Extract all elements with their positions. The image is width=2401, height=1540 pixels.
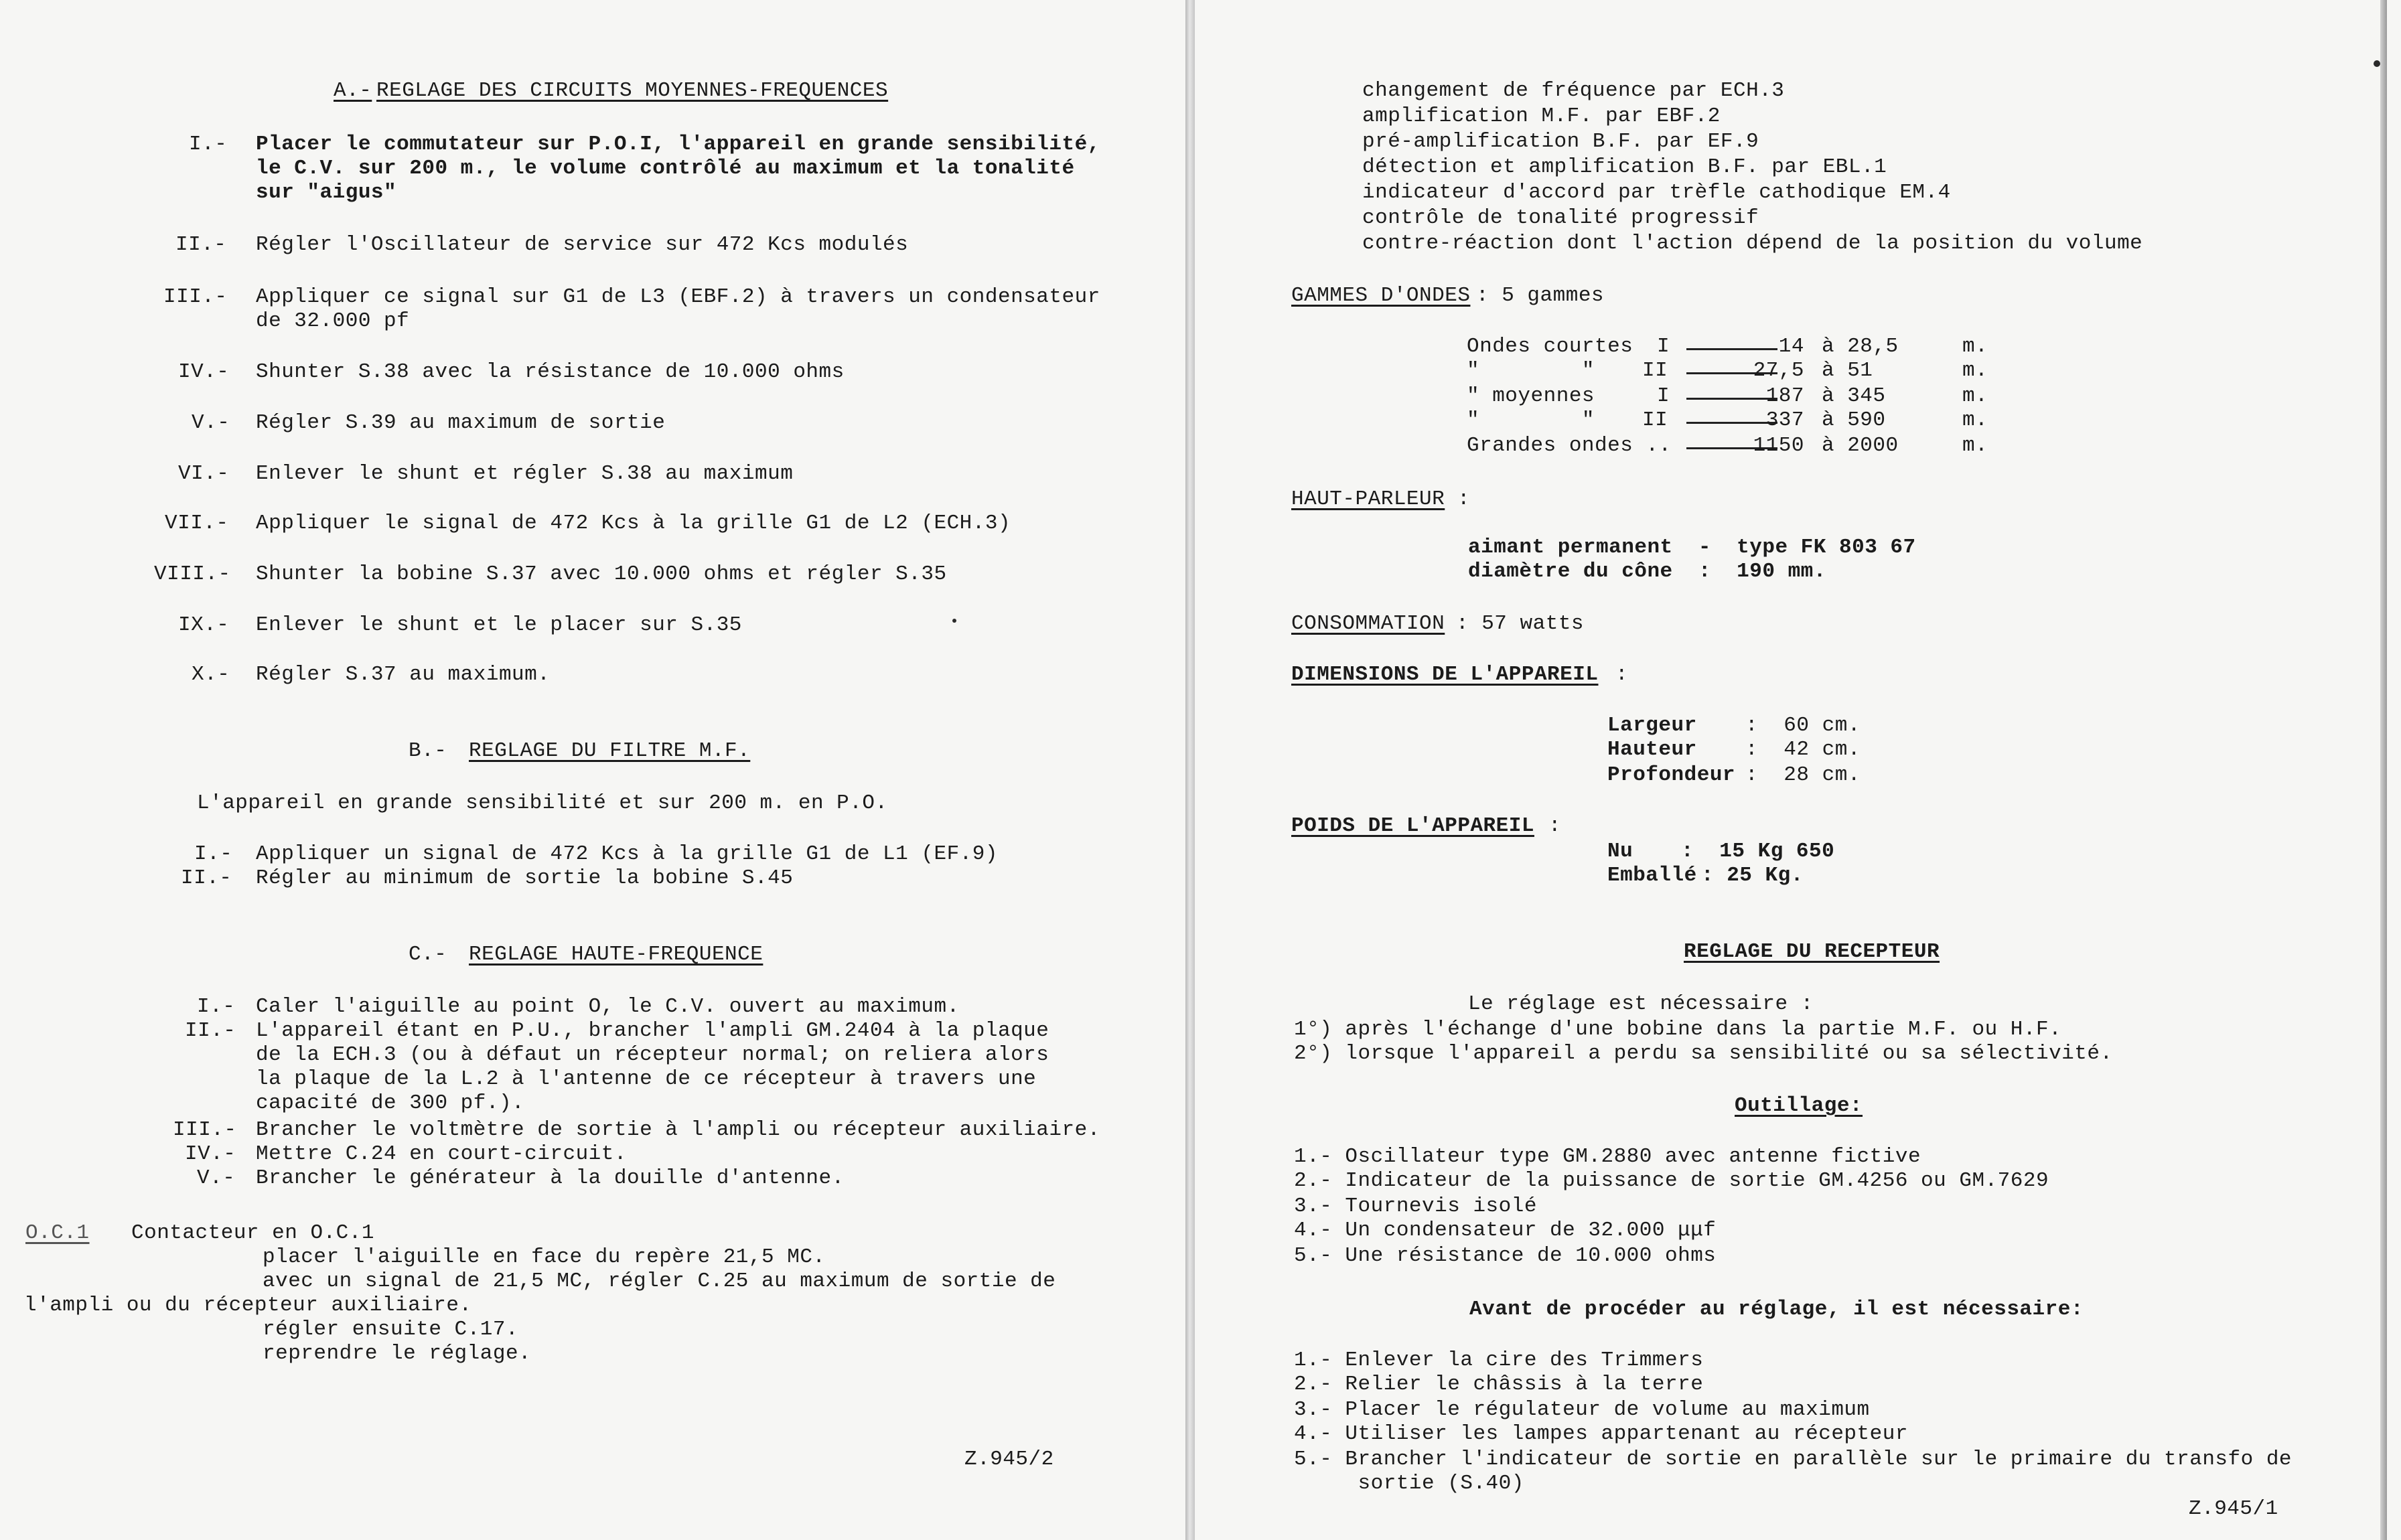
punch-mark bbox=[2374, 60, 2380, 67]
step-line: Shunter la bobine S.37 avec 10.000 ohms et régler S.35 bbox=[256, 562, 947, 586]
reglage-case: 1°) après l'échange d'une bobine dans la partie M.F. ou H.F. bbox=[1294, 1018, 2062, 1041]
step-line: Régler l'Oscillateur de service sur 472 Kcs modulés bbox=[256, 233, 909, 256]
gamme-range: II bbox=[1642, 359, 1668, 382]
step-num: V.- bbox=[197, 1166, 236, 1190]
step-line: Régler S.37 au maximum. bbox=[256, 663, 551, 686]
step-num: IV.- bbox=[185, 1142, 236, 1166]
gamme-name: " moyennes bbox=[1467, 384, 1595, 408]
oc-line: l'ampli ou du récepteur auxiliaire. bbox=[24, 1294, 472, 1317]
gamme-range: I bbox=[1657, 384, 1670, 408]
step-line: Régler S.39 au maximum de sortie bbox=[256, 411, 666, 435]
page-gutter bbox=[1185, 0, 1195, 1540]
consommation-label: CONSOMMATION bbox=[1291, 612, 1445, 635]
consommation-value: : 57 watts bbox=[1456, 612, 1585, 635]
step-line: Placer le commutateur sur P.O.I, l'appareil en grande sensibilité, bbox=[256, 133, 1100, 156]
reglage-case: 2°) lorsque l'appareil a perdu sa sensibilité ou sa sélectivité. bbox=[1294, 1042, 2113, 1065]
feature-line: pré-amplification B.F. par EF.9 bbox=[1362, 130, 1759, 153]
oc-line: régler ensuite C.17. bbox=[263, 1318, 519, 1341]
oc-line: placer l'aiguille en face du repère 21,5 MC. bbox=[263, 1245, 826, 1269]
step-num: II.- bbox=[175, 233, 227, 256]
ink-speck bbox=[952, 619, 956, 623]
outillage-item: 3.- Tournevis isolé bbox=[1294, 1195, 1537, 1218]
outillage-item: 5.- Une résistance de 10.000 ohms bbox=[1294, 1244, 1717, 1267]
section-b-letter: B.- bbox=[409, 739, 447, 763]
oc-line: avec un signal de 21,5 MC, régler C.25 au maximum de sortie de bbox=[263, 1269, 1056, 1293]
poids-key: Nu bbox=[1607, 840, 1633, 863]
gammes-label: GAMMES D'ONDES bbox=[1291, 284, 1471, 307]
poids-value: : 15 Kg 650 bbox=[1681, 840, 1835, 863]
section-a-letter: A.- bbox=[334, 79, 372, 102]
feature-line: contre-réaction dont l'action dépend de la position du volume bbox=[1362, 232, 2143, 255]
reglage-intro: Le réglage est nécessaire : bbox=[1468, 992, 1814, 1016]
step-line: Appliquer un signal de 472 Kcs à la grille G1 de L1 (EF.9) bbox=[256, 842, 998, 866]
gamme-from: 27,5 bbox=[1753, 359, 1804, 382]
step-line: Caler l'aiguille au point O, le C.V. ouvert au maximum. bbox=[256, 995, 960, 1018]
step-line: Mettre C.24 en court-circuit. bbox=[256, 1142, 627, 1166]
step-line: L'appareil étant en P.U., brancher l'ampli GM.2404 à la plaque bbox=[256, 1019, 1049, 1043]
step-num: II.- bbox=[185, 1019, 236, 1043]
poids-label: POIDS DE L'APPAREIL bbox=[1291, 814, 1534, 838]
avant-item: 4.- Utiliser les lampes appartenant au récepteur bbox=[1294, 1422, 1908, 1446]
haut-parleur-label: HAUT-PARLEUR bbox=[1291, 487, 1445, 511]
gamme-to: à 2000 bbox=[1822, 434, 1899, 457]
outillage-item: 1.- Oscillateur type GM.2880 avec antenne fictive bbox=[1294, 1145, 1921, 1168]
step-num: I.- bbox=[197, 995, 236, 1018]
page-ref: Z.945/1 bbox=[2189, 1497, 2278, 1521]
step-line: de la ECH.3 (ou à défaut un récepteur normal; on reliera alors bbox=[256, 1043, 1049, 1067]
page-ref: Z.945/2 bbox=[964, 1448, 1054, 1471]
dimension-value: : 28 cm. bbox=[1745, 763, 1861, 787]
gammes-value: : 5 gammes bbox=[1476, 284, 1605, 307]
gamme-from: 337 bbox=[1765, 408, 1804, 432]
avant-item: 5.- Brancher l'indicateur de sortie en parallèle sur le primaire du transfo de bbox=[1294, 1448, 2293, 1471]
avant-title: Avant de procéder au réglage, il est nécessaire: bbox=[1469, 1298, 2084, 1321]
gamme-unit: m. bbox=[1962, 384, 1988, 408]
step-line: la plaque de la L.2 à l'antenne de ce récepteur à travers une bbox=[256, 1067, 1037, 1091]
gamme-name: " " bbox=[1467, 408, 1595, 432]
gamme-range: I bbox=[1657, 335, 1670, 358]
outillage-item: 4.- Un condensateur de 32.000 μμf bbox=[1294, 1219, 1717, 1242]
gamme-to: à 51 bbox=[1822, 359, 1873, 382]
gamme-from: 14 bbox=[1778, 335, 1804, 358]
step-line: sur "aigus" bbox=[256, 181, 397, 204]
dimension-value: : 60 cm. bbox=[1745, 714, 1861, 737]
gamme-name: " " bbox=[1467, 359, 1595, 382]
step-line: Brancher le voltmètre de sortie à l'ampli ou récepteur auxiliaire. bbox=[256, 1118, 1100, 1142]
gamme-from: 1150 bbox=[1753, 434, 1804, 457]
gamme-unit: m. bbox=[1962, 434, 1988, 457]
haut-parleur-line: diamètre du cône : 190 mm. bbox=[1468, 560, 1826, 583]
feature-line: indicateur d'accord par trèfle cathodique EM.4 bbox=[1362, 181, 1951, 204]
step-line: Appliquer le signal de 472 Kcs à la grille G1 de L2 (ECH.3) bbox=[256, 512, 1011, 535]
step-num: III.- bbox=[173, 1118, 237, 1142]
section-b-intro: L'appareil en grande sensibilité et sur 200 m. en P.O. bbox=[197, 791, 888, 815]
gamme-from: 187 bbox=[1765, 384, 1804, 408]
gamme-unit: m. bbox=[1962, 359, 1988, 382]
feature-line: détection et amplification B.F. par EBL.1 bbox=[1362, 155, 1887, 179]
gamme-unit: m. bbox=[1962, 408, 1988, 432]
feature-line: amplification M.F. par EBF.2 bbox=[1362, 104, 1721, 128]
outillage-title: Outillage: bbox=[1735, 1094, 1863, 1118]
reglage-title: REGLAGE DU RECEPTEUR bbox=[1684, 940, 1940, 964]
dimensions-colon: : bbox=[1615, 663, 1629, 686]
gamme-unit: m. bbox=[1962, 335, 1988, 358]
step-num: IV.- bbox=[178, 360, 230, 384]
feature-line: changement de fréquence par ECH.3 bbox=[1362, 79, 1785, 102]
step-line: Shunter S.38 avec la résistance de 10.000 ohms bbox=[256, 360, 845, 384]
poids-key: Emballé bbox=[1607, 864, 1697, 887]
oc-label: O.C.1 bbox=[25, 1221, 90, 1245]
oc-line: reprendre le réglage. bbox=[263, 1342, 532, 1365]
step-num: VIII.- bbox=[154, 562, 231, 586]
step-line: Enlever le shunt et le placer sur S.35 bbox=[256, 613, 742, 637]
poids-colon: : bbox=[1548, 814, 1562, 838]
section-a-title: REGLAGE DES CIRCUITS MOYENNES-FREQUENCES bbox=[376, 79, 889, 102]
gamme-range: II bbox=[1642, 408, 1668, 432]
step-num: IX.- bbox=[178, 613, 230, 637]
dimension-key: Hauteur bbox=[1607, 738, 1697, 761]
gamme-to: à 345 bbox=[1822, 384, 1886, 408]
step-line: le C.V. sur 200 m., le volume contrôlé au maximum et la tonalité bbox=[256, 157, 1075, 180]
avant-item: sortie (S.40) bbox=[1294, 1472, 1524, 1495]
section-c-letter: C.- bbox=[409, 943, 447, 966]
step-num: V.- bbox=[192, 411, 230, 435]
outillage-item: 2.- Indicateur de la puissance de sortie GM.4256 ou GM.7629 bbox=[1294, 1169, 2049, 1192]
step-num: X.- bbox=[192, 663, 230, 686]
gamme-name: Grandes ondes .. bbox=[1467, 434, 1672, 457]
step-num: VI.- bbox=[178, 462, 230, 485]
gamme-to: à 590 bbox=[1822, 408, 1886, 432]
step-line: capacité de 300 pf.). bbox=[256, 1091, 525, 1115]
step-line: Régler au minimum de sortie la bobine S.45 bbox=[256, 866, 794, 890]
dimension-key: Largeur bbox=[1607, 714, 1697, 737]
avant-item: 2.- Relier le châssis à la terre bbox=[1294, 1373, 1704, 1396]
step-line: de 32.000 pf bbox=[256, 309, 410, 333]
right-page bbox=[1195, 0, 2401, 1540]
dimensions-label: DIMENSIONS DE L'APPAREIL bbox=[1291, 663, 1599, 686]
step-num: VII.- bbox=[165, 512, 229, 535]
step-line: Appliquer ce signal sur G1 de L3 (EBF.2) à travers un condensateur bbox=[256, 285, 1100, 309]
left-page bbox=[0, 0, 1185, 1540]
step-num: I.- bbox=[194, 842, 233, 866]
step-line: Enlever le shunt et régler S.38 au maximum bbox=[256, 462, 794, 485]
poids-value: : 25 Kg. bbox=[1701, 864, 1804, 887]
section-c-title: REGLAGE HAUTE-FREQUENCE bbox=[469, 943, 763, 966]
dimension-key: Profondeur bbox=[1607, 763, 1736, 787]
oc-heading: Contacteur en O.C.1 bbox=[131, 1221, 374, 1245]
page-edge bbox=[2380, 0, 2387, 1540]
haut-parleur-colon: : bbox=[1457, 487, 1471, 511]
section-b-title: REGLAGE DU FILTRE M.F. bbox=[469, 739, 751, 763]
avant-item: 3.- Placer le régulateur de volume au maximum bbox=[1294, 1398, 1870, 1421]
step-num: III.- bbox=[163, 285, 228, 309]
feature-line: contrôle de tonalité progressif bbox=[1362, 206, 1759, 230]
haut-parleur-line: aimant permanent - type FK 803 67 bbox=[1468, 536, 1916, 559]
step-num: I.- bbox=[189, 133, 228, 156]
gamme-name: Ondes courtes bbox=[1467, 335, 1633, 358]
dimension-value: : 42 cm. bbox=[1745, 738, 1861, 761]
step-line: Brancher le générateur à la douille d'antenne. bbox=[256, 1166, 845, 1190]
gamme-to: à 28,5 bbox=[1822, 335, 1899, 358]
avant-item: 1.- Enlever la cire des Trimmers bbox=[1294, 1349, 1704, 1372]
step-num: II.- bbox=[181, 866, 232, 890]
